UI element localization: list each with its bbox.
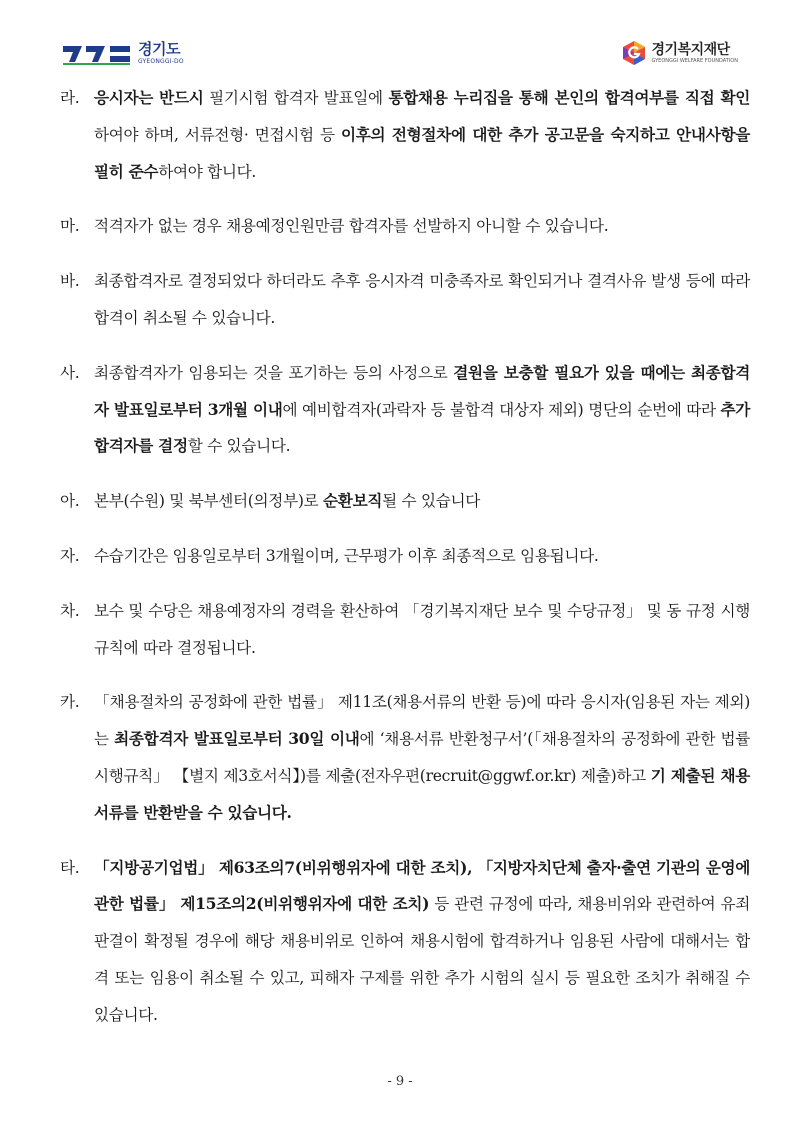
- notice-item: [60, 538, 750, 575]
- notice-item: [60, 593, 750, 667]
- item-marker: 아.: [60, 492, 80, 511]
- item-text: 최종합격자가 임용되는 것을 포기하는 등의 사정으로 결원을 보충할 필요가 있을 때에는 최종합격자 발표일로부터 3개월 이내에 예비합격자(과락자 등 불합격 대상자 제외) 명단의 순번에 따라 추가합격자를 결정할 수 있습니다.: [94, 362, 750, 456]
- item-marker: 카.: [60, 693, 80, 712]
- notice-item: [60, 355, 750, 465]
- item-text: 응시자는 반드시 필기시험 합격자 발표일에 통합채용 누리집을 통해 본인의 합격여부를 직접 확인하여야 하며, 서류전형· 면접시험 등 이후의 전형절차에 대한 추가 공고문을 숙지하고 안내사항을 필히 준수하여야 합니다.: [94, 88, 750, 181]
- notice-body: [60, 80, 750, 1052]
- gyeonggi-do-emblem-icon: [62, 43, 132, 65]
- item-marker: 라.: [60, 89, 80, 107]
- item-marker: 사.: [60, 363, 80, 382]
- left-logo-name: 경기도: [138, 40, 180, 58]
- ggwf-emblem-icon: [622, 40, 646, 66]
- item-marker: 타.: [60, 858, 80, 877]
- right-logo-sub: GYEONGGI WELFARE FOUNDATION: [651, 57, 738, 64]
- ggwf-logo: [622, 40, 739, 66]
- notice-item: [60, 80, 750, 190]
- item-text: 수습기간은 임용일로부터 3개월이며, 근무평가 이후 최종적으로 임용됩니다.: [94, 546, 599, 565]
- right-logo-name: 경기복지재단: [651, 41, 730, 58]
- notice-item: [60, 483, 750, 520]
- item-text: 「채용절차의 공정화에 관한 법률」 제11조(채용서류의 반환 등)에 따라 응시자(임용된 자는 제외)는 최종합격자 발표일로부터 30일 이내에 ‘채용서류 반환청구서’(「채용절차의 공정화에 관한 법률 시행규칙」 【별지 제3호서식】)를 제출(전자우편(recruit@ggwf.or.kr) 제출)하고 기 제출된 채용서류를 반환받을 수 있습니다.: [94, 693, 751, 822]
- item-marker: 차.: [60, 601, 80, 620]
- item-text: 「지방공기업법」 제63조의7(비위행위자에 대한 조치), 「지방자치단체 출자·출연 기관의 운영에 관한 법률」 제15조의2(비위행위자에 대한 조치) 등 관련 규정에 따라, 채용비위와 관련하여 유죄판결이 확정될 경우에 해당 채용비위로 인하여 채용시험에 합격하거나 임용된 사람에 대해서는 합격 또는 임용이 취소될 수 있고, 피해자 구제를 위한 추가 시험의 실시 등 필요한 조치가 취해질 수 있습니다.: [94, 857, 750, 1024]
- item-text: 최종합격자로 결정되었다 하더라도 추후 응시자격 미충족자로 확인되거나 결격사유 발생 등에 따라 합격이 취소될 수 있습니다.: [94, 272, 750, 327]
- item-marker: 바.: [60, 272, 80, 291]
- item-marker: 자.: [60, 546, 80, 565]
- notice-item: [60, 208, 750, 245]
- item-text: 본부(수원) 및 북부센터(의정부)로 순환보직될 수 있습니다: [94, 491, 481, 511]
- notice-item: [60, 263, 750, 337]
- page-header: [0, 0, 800, 80]
- item-text: 적격자가 없는 경우 채용예정인원만큼 합격자를 선발하지 아니할 수 있습니다.: [94, 217, 609, 236]
- notice-item: [60, 684, 750, 831]
- item-text: 보수 및 수당은 채용예정자의 경력을 환산하여 「경기복지재단 보수 및 수당규정」 및 동 규정 시행규칙에 따라 결정됩니다.: [94, 601, 750, 657]
- item-marker: 마.: [60, 217, 80, 236]
- notice-item: [60, 850, 750, 1034]
- gyeonggi-do-logo: [62, 42, 184, 65]
- page-number: - 9 -: [387, 1074, 413, 1089]
- left-logo-sub: GYEONGGI-DO: [138, 58, 184, 65]
